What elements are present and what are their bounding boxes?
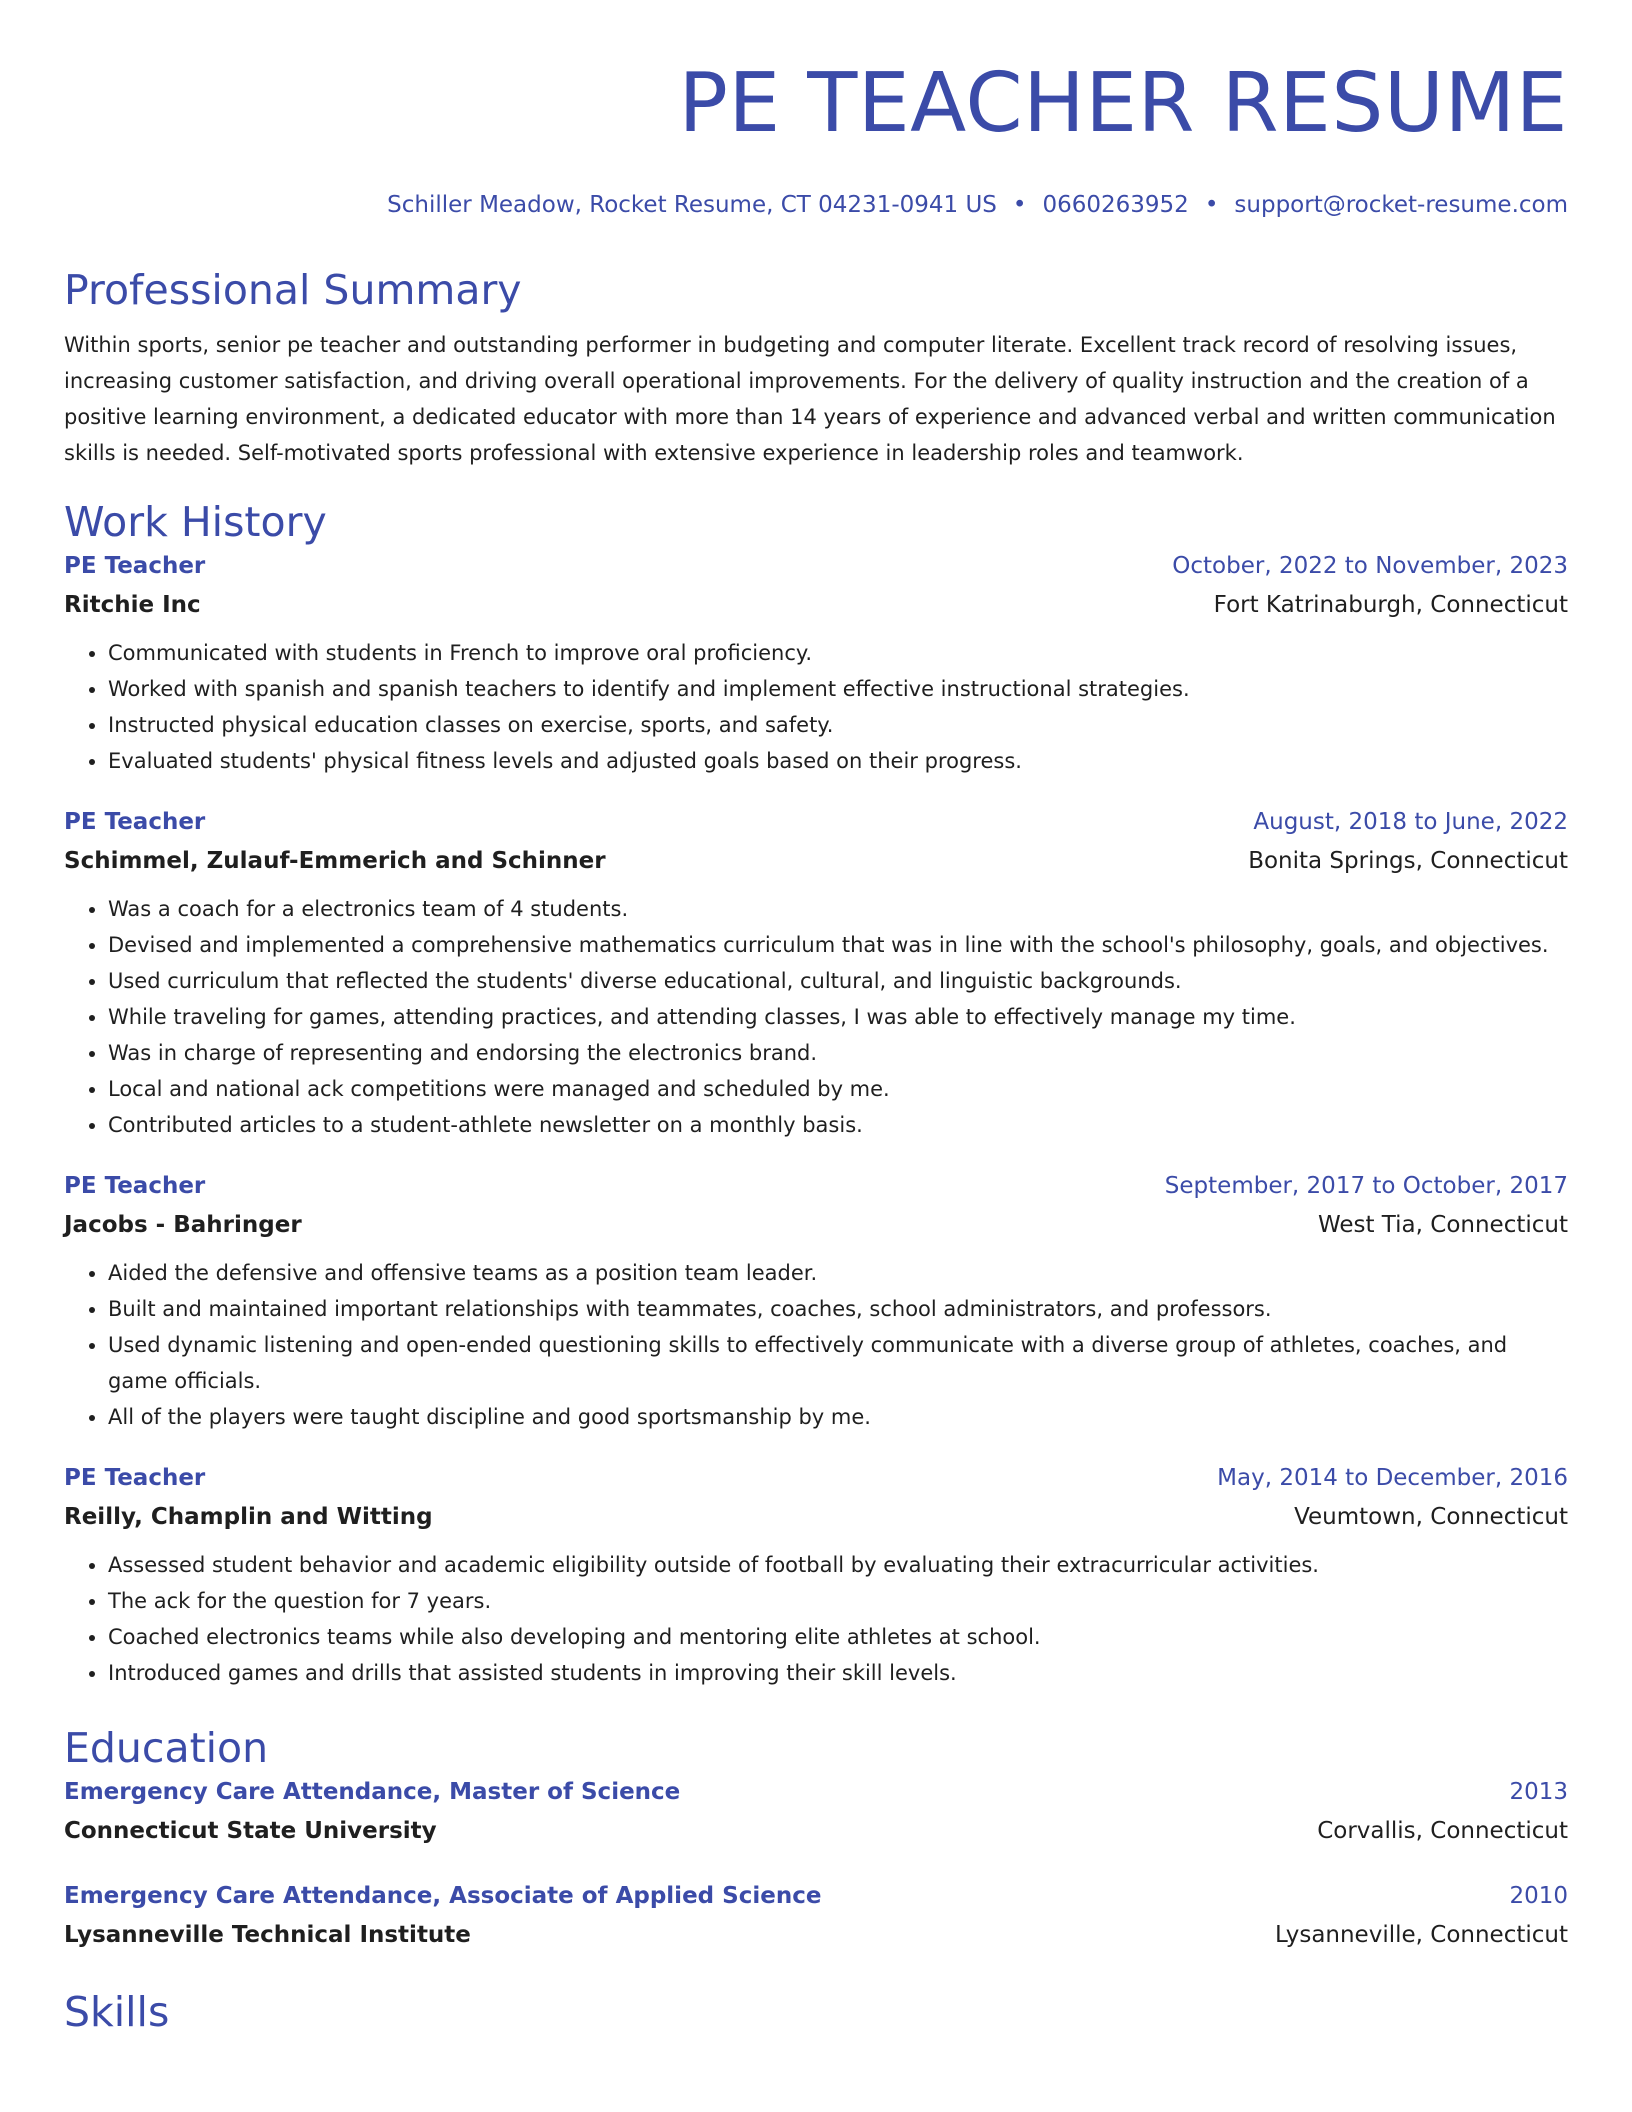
section-title-work: Work History — [64, 498, 327, 546]
section-title-skills: Skills — [64, 1988, 170, 2036]
job-entry — [64, 1459, 1568, 1691]
summary-text: Within sports, senior pe teacher and outstanding performer in budgeting and computer literate. Excellent track record of resolving issues, increasing customer satisfaction, and driving overall operational improvements. For the delivery of quality instruction and the creation of a positive learning environment, a dedicated educator with more than 14 years of experience and advanced verbal and written communication skills is needed. Self-motivated sports professional with extensive experience in leadership roles and teamwork. — [64, 333, 1556, 465]
edu-header-row — [64, 1877, 1568, 1915]
job-header-row — [64, 547, 1568, 585]
job-bullet: • Assessed student behavior and academic eligibility outside of football by evaluating their extracurricular activities. — [108, 1547, 1568, 1583]
job-company: Jacobs - Bahringer — [64, 1212, 302, 1238]
job-company-row — [64, 585, 1568, 625]
job-location: Bonita Springs, Connecticut — [1248, 848, 1568, 874]
edu-school: Connecticut State University — [64, 1818, 437, 1844]
job-dates: August, 2018 to June, 2022 — [1253, 809, 1568, 835]
job-entry — [64, 547, 1568, 779]
section-title-education: Education — [64, 1724, 269, 1772]
job-company: Schimmel, Zulauf-Emmerich and Schinner — [64, 848, 606, 874]
job-bullet: • Built and maintained important relationships with teammates, coaches, school administrators, and professors. — [108, 1291, 1568, 1327]
job-bullet: • Used curriculum that reflected the students' diverse educational, cultural, and linguistic backgrounds. — [108, 963, 1568, 999]
job-bullets — [64, 635, 1568, 779]
job-company: Ritchie Inc — [64, 592, 201, 618]
job-bullet: • All of the players were taught discipline and good sportsmanship by me. — [108, 1399, 1568, 1435]
job-dates: September, 2017 to October, 2017 — [1164, 1173, 1568, 1199]
job-bullet: • Coached electronics teams while also developing and mentoring elite athletes at school. — [108, 1619, 1568, 1655]
section-title-summary: Professional Summary — [64, 266, 522, 314]
edu-location: Corvallis, Connecticut — [1317, 1818, 1568, 1844]
job-bullets — [64, 1255, 1568, 1435]
job-role: PE Teacher — [64, 553, 206, 579]
edu-school-row — [64, 1915, 1568, 1955]
job-bullet: • The ack for the question for 7 years. — [108, 1583, 1568, 1619]
job-bullets — [64, 891, 1568, 1143]
job-bullet: • Communicated with students in French to improve oral proficiency. — [108, 635, 1568, 671]
separator: • — [1012, 192, 1027, 218]
separator: • — [1204, 192, 1219, 218]
edu-year: 2013 — [1509, 1779, 1568, 1805]
email: support@rocket-resume.com — [1234, 192, 1568, 218]
job-bullets — [64, 1547, 1568, 1691]
job-location: Veumtown, Connecticut — [1294, 1504, 1568, 1530]
education-entry — [64, 1773, 1568, 1851]
job-dates: October, 2022 to November, 2023 — [1172, 553, 1568, 579]
work-history-list — [64, 547, 1568, 1691]
job-location: West Tia, Connecticut — [1317, 1212, 1568, 1238]
contact-line — [64, 190, 1568, 220]
education-entry — [64, 1877, 1568, 1955]
job-location: Fort Katrinaburgh, Connecticut — [1213, 592, 1568, 618]
job-bullet: • Introduced games and drills that assisted students in improving their skill levels. — [108, 1655, 1568, 1691]
job-role: PE Teacher — [64, 1465, 206, 1491]
job-entry — [64, 803, 1568, 1143]
job-bullet: • Evaluated students' physical fitness levels and adjusted goals based on their progress. — [108, 743, 1568, 779]
job-header-row — [64, 1167, 1568, 1205]
job-role: PE Teacher — [64, 1173, 206, 1199]
job-bullet: • Used dynamic listening and open-ended questioning skills to effectively communicate with a diverse group of athletes, coaches, and game officials. — [108, 1327, 1568, 1399]
job-role: PE Teacher — [64, 809, 206, 835]
job-bullet: • Contributed articles to a student-athlete newsletter on a monthly basis. — [108, 1107, 1568, 1143]
job-bullet: • Worked with spanish and spanish teachers to identify and implement effective instructional strategies. — [108, 671, 1568, 707]
edu-year: 2010 — [1509, 1883, 1568, 1909]
job-company: Reilly, Champlin and Witting — [64, 1504, 433, 1530]
job-bullet: • Was in charge of representing and endorsing the electronics brand. — [108, 1035, 1568, 1071]
resume-title: PE TEACHER RESUME — [678, 56, 1568, 151]
job-bullet: • Was a coach for a electronics team of 4 students. — [108, 891, 1568, 927]
job-bullet: • Aided the defensive and offensive teams as a position team leader. — [108, 1255, 1568, 1291]
education-list — [64, 1773, 1568, 1955]
job-header-row — [64, 803, 1568, 841]
job-company-row — [64, 1205, 1568, 1245]
edu-location: Lysanneville, Connecticut — [1275, 1922, 1568, 1948]
job-header-row — [64, 1459, 1568, 1497]
job-dates: May, 2014 to December, 2016 — [1217, 1465, 1568, 1491]
phone: 0660263952 — [1042, 192, 1189, 218]
edu-degree: Emergency Care Attendance, Master of Science — [64, 1779, 681, 1805]
resume-page — [64, 0, 1568, 2037]
edu-header-row — [64, 1773, 1568, 1811]
job-company-row — [64, 1497, 1568, 1537]
job-bullet: • While traveling for games, attending practices, and attending classes, I was able to effectively manage my time. — [108, 999, 1568, 1035]
job-bullet: • Devised and implemented a comprehensive mathematics curriculum that was in line with the school's philosophy, goals, and objectives. — [108, 927, 1568, 963]
edu-degree: Emergency Care Attendance, Associate of Applied Science — [64, 1883, 822, 1909]
job-bullet: • Local and national ack competitions were managed and scheduled by me. — [108, 1071, 1568, 1107]
resume-header — [64, 56, 1568, 220]
job-bullet: • Instructed physical education classes on exercise, sports, and safety. — [108, 707, 1568, 743]
address: Schiller Meadow, Rocket Resume, CT 04231-0941 US — [387, 192, 997, 218]
job-company-row — [64, 841, 1568, 881]
edu-school-row — [64, 1811, 1568, 1851]
job-entry — [64, 1167, 1568, 1435]
edu-school: Lysanneville Technical Institute — [64, 1922, 471, 1948]
